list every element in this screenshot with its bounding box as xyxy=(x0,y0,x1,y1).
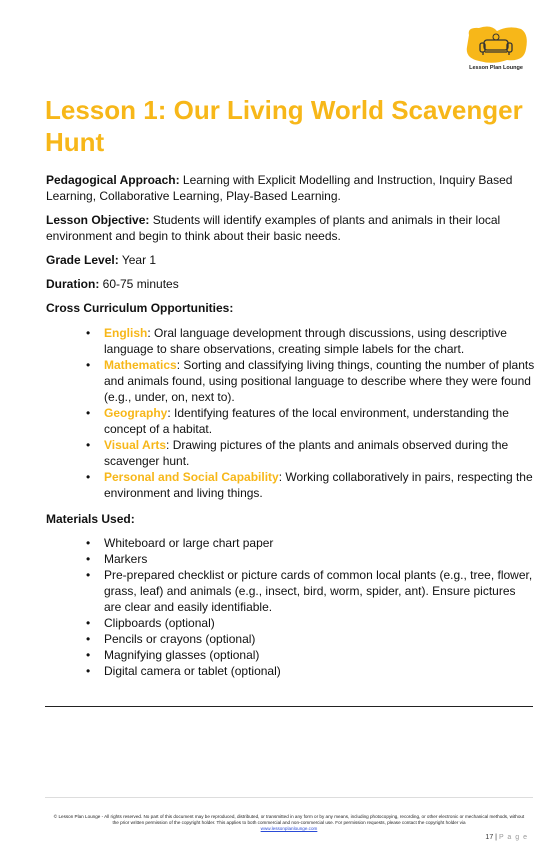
subject-label: Visual Arts xyxy=(104,438,167,452)
bullet: • xyxy=(86,358,91,372)
list-item xyxy=(86,469,536,501)
list-item xyxy=(86,535,536,551)
pedagogical-approach xyxy=(46,172,526,204)
material-text: Whiteboard or large chart paper xyxy=(104,536,274,550)
website-link[interactable]: www.lessonplanlounge.com xyxy=(260,826,318,831)
duration-label: Duration: xyxy=(46,277,100,291)
list-item xyxy=(86,405,536,437)
grade-level xyxy=(46,252,526,268)
page-separator: | xyxy=(493,834,499,841)
list-item xyxy=(86,663,536,679)
grade-label: Grade Level: xyxy=(46,253,119,267)
bullet: • xyxy=(86,632,91,646)
list-item xyxy=(86,647,536,663)
list-item xyxy=(86,551,536,567)
list-item xyxy=(86,357,536,405)
material-text: Clipboards (optional) xyxy=(104,616,215,630)
bullet: • xyxy=(86,406,91,420)
subject-text: : Sorting and classifying living things, counting the number of plants and animals found, using positional language to describe where they were found (e.g., under, on, next to). xyxy=(104,358,535,404)
subject-text: : Identifying features of the local environment, understanding the concept of a habitat. xyxy=(104,406,509,436)
subject-text: : Working collaboratively in pairs, respecting the environment and living things. xyxy=(104,470,533,500)
materials-heading: Materials Used: xyxy=(46,512,135,526)
subject-text: : Drawing pictures of the plants and animals observed during the scavenger hunt. xyxy=(104,438,509,468)
bullet: • xyxy=(86,326,91,340)
list-item xyxy=(86,631,536,647)
bullet: • xyxy=(86,568,91,582)
subject-label: Personal and Social Capability xyxy=(104,470,279,484)
grade-text: Year 1 xyxy=(118,253,157,267)
sofa-icon xyxy=(463,25,529,65)
materials-list xyxy=(86,535,536,679)
cross-curriculum-heading: Cross Curriculum Opportunities: xyxy=(46,301,234,315)
footer-divider xyxy=(45,797,533,798)
list-item xyxy=(86,615,536,631)
copyright-notice xyxy=(50,814,528,832)
subject-label: Mathematics xyxy=(104,358,177,372)
logo xyxy=(463,25,529,77)
bullet: • xyxy=(86,616,91,630)
bullet: • xyxy=(86,664,91,678)
cross-curriculum-list xyxy=(86,325,536,501)
bullet: • xyxy=(86,648,91,662)
material-text: Magnifying glasses (optional) xyxy=(104,648,260,662)
material-text: Digital camera or tablet (optional) xyxy=(104,664,281,678)
list-item xyxy=(86,325,536,357)
duration xyxy=(46,276,526,292)
material-text: Pencils or crayons (optional) xyxy=(104,632,256,646)
subject-label: Geography xyxy=(104,406,168,420)
page-word: P a g e xyxy=(498,834,528,841)
approach-text: Learning with Explicit Modelling and Instruction, Inquiry Based Learning, Collaborative Learning, Play-Based Learning. xyxy=(46,173,513,203)
objective-label: Lesson Objective: xyxy=(46,213,150,227)
subject-label: English xyxy=(104,326,148,340)
bullet: • xyxy=(86,552,91,566)
duration-text: 60-75 minutes xyxy=(99,277,179,291)
page-number-value: 17 xyxy=(485,834,494,841)
logo-text: Lesson Plan Lounge xyxy=(469,65,523,71)
bullet: • xyxy=(86,470,91,484)
page-title: Lesson 1: Our Living World Scavenger Hunt xyxy=(45,95,523,157)
lesson-objective xyxy=(46,212,526,244)
section-divider xyxy=(45,706,533,707)
material-text: Markers xyxy=(104,552,148,566)
subject-text: : Oral language development through discussions, using descriptive language to share observations, creating simple labels for the chart. xyxy=(104,326,507,356)
copyright-text: © Lesson Plan Lounge - All rights reserved. No part of this document may be reproduced, distributed, or transmitted in any form or by any means, including photocopying, recording, or other electronic or mechanical methods, without the prior written permission of the copyright holder. This applies to both commercial and non-commercial use. For permission requests, please contact the copyright holder via xyxy=(53,814,525,825)
page-number xyxy=(485,834,528,841)
approach-label: Pedagogical Approach: xyxy=(46,173,180,187)
bullet: • xyxy=(86,536,91,550)
bullet: • xyxy=(86,438,91,452)
material-text: Pre-prepared checklist or picture cards of common local plants (e.g., tree, flower, grass, leaf) and animals (e.g., insect, bird, worm, spider, ant). Ensure pictures are clear and easily identifiable. xyxy=(104,568,533,614)
list-item xyxy=(86,437,536,469)
list-item xyxy=(86,567,536,615)
objective-text: Students will identify examples of plants and animals in their local environment and begin to think about their basic needs. xyxy=(46,213,501,243)
